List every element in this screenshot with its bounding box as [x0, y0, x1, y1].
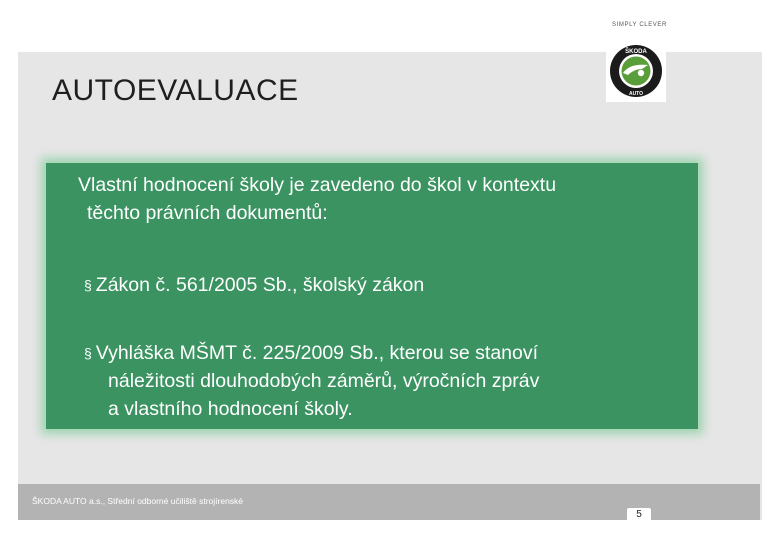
- logo-container: [606, 40, 666, 102]
- bullet-text-continued: a vlastního hodnocení školy.: [108, 398, 353, 420]
- bullet-item: [84, 339, 684, 423]
- bullet-text: Vyhláška MŠMT č. 225/2009 Sb., kterou se stanoví: [95, 342, 539, 364]
- content-box: [46, 163, 698, 429]
- page-number: 5: [636, 509, 642, 520]
- skoda-logo-icon: [608, 42, 664, 100]
- section-sign-icon: §: [84, 345, 92, 361]
- slide-title: AUTOEVALUACE: [52, 74, 299, 107]
- intro-line-2: těchto právních dokumentů:: [87, 202, 328, 224]
- logo-text-top: ŠKODA: [625, 49, 647, 55]
- bullet-text: Zákon č. 561/2005 Sb., školský zákon: [95, 274, 425, 296]
- page-number-box: [627, 508, 651, 522]
- section-sign-icon: §: [84, 277, 92, 293]
- intro-text: [78, 171, 688, 227]
- footer-text: ŠKODA AUTO a.s., Střední odborné učiliště strojírenské: [32, 496, 244, 506]
- logo-text-bottom: AUTO: [628, 91, 644, 97]
- bullet-item: [84, 271, 684, 299]
- intro-line-1: Vlastní hodnocení školy je zavedeno do škol v kontextu: [78, 174, 557, 196]
- tagline: SIMPLY CLEVER: [612, 22, 667, 28]
- bullet-text-continued: náležitosti dlouhodobých záměrů, výročních zpráv: [108, 370, 540, 392]
